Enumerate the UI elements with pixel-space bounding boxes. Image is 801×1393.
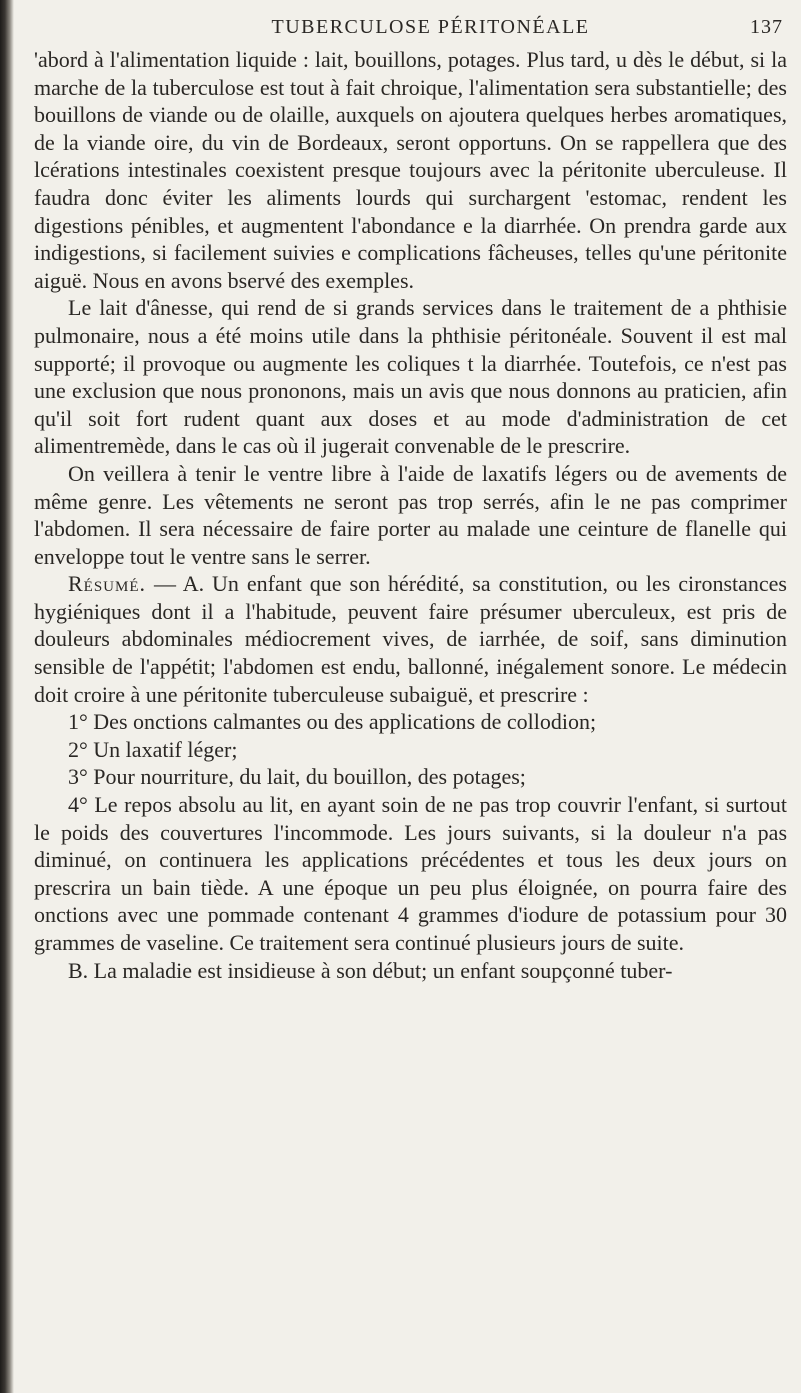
list-item-2: 2° Un laxatif léger; xyxy=(68,736,238,762)
list-item-4: 4° Le repos absolu au lit, en ayant soin de ne pas trop couvrir l'enfant, si surtout le poids des couvertures l'incommode. Les jours suivants, si la douleur n'a pas diminué, on continuera les applications précédentes et tous les deux jours on prescrira un bain tiède. A une époque un peu plus éloignée, on pourra faire des onctions avec une pommade contenant 4 grammes d'iodure de potassium pour 30 grammes de vaseline. Ce traitement sera continué plusieurs jours de suite. xyxy=(34,792,787,955)
paragraph-laxatifs: On veillera à tenir le ventre libre à l'aide de laxatifs légers ou de avements de même genre. Les vêtements ne seront pas trop serrés, afin le ne pas comprimer l'abdomen. Il sera nécessaire de faire porter au malade une ceinture de flanelle qui enveloppe tout le ventre sans le serrer. xyxy=(34,460,787,569)
body-text xyxy=(34,46,787,984)
resume-label: Résumé. xyxy=(68,571,147,597)
resume-text: — A. Un enfant que son hérédité, sa constitution, ou les cironstances hygiéniques dont il a l'habitude, peuvent faire présumer uberculeux, est pris de douleurs abdominales médiocrement vives, de iarrhée, de soif, sans diminution sensible de l'appétit; l'abdomen est endu, ballonné, inégalement sonore. Le médecin doit croire à une péritonite tuberculeuse subaiguë, et prescrire : xyxy=(34,571,787,707)
paragraph-alimentation: 'abord à l'alimentation liquide : lait, bouillons, potages. Plus tard, u dès le début, si la marche de la tuberculose est tout à fait chroique, l'alimentation sera substantielle; des bouillons de viande ou de olaille, auxquels on ajoutera quelques herbes aromatiques, de la viande oire, du vin de Bordeaux, seront opportuns. On se rappellera que des lcérations intestinales coexistent presque toujours avec la péritonite uberculeuse. Il faudra donc éviter les aliments lourds qui surchargent 'estomac, rendent les digestions pénibles, et augmentent l'abondance e la diarrhée. On prendra garde aux indigestions, si facilement suivies e complications fâcheuses, telles qu'une péritonite aiguë. Nous en avons bservé des exemples. xyxy=(34,47,787,293)
paragraph-lait-anesse: Le lait d'ânesse, qui rend de si grands services dans le traitement de a phthisie pulmonaire, nous a été moins utile dans la phthisie péritonéale. Souvent il est mal supporté; il provoque ou augmente les coliques t la diarrhée. Toutefois, ce n'est pas une exclusion que nous prononons, mais un avis que nous donnons au praticien, afin qu'il soit fort rudent quant aux doses et au mode d'administration de cet alimentremède, dans le cas où il jugerait convenable de le prescrire. xyxy=(34,295,787,459)
page-number: 137 xyxy=(750,16,783,38)
running-head xyxy=(34,16,787,46)
list-item-1: 1° Des onctions calmantes ou des applications de collodion; xyxy=(68,709,597,735)
paragraph-resume xyxy=(34,570,787,708)
list-item-3: 3° Pour nourriture, du lait, du bouillon, des potages; xyxy=(68,764,526,790)
running-head-title: TUBERCULOSE PÉRITONÉALE xyxy=(271,16,590,38)
paragraph-closing: B. La maladie est insidieuse à son début; un enfant soupçonné tuber- xyxy=(68,957,673,983)
